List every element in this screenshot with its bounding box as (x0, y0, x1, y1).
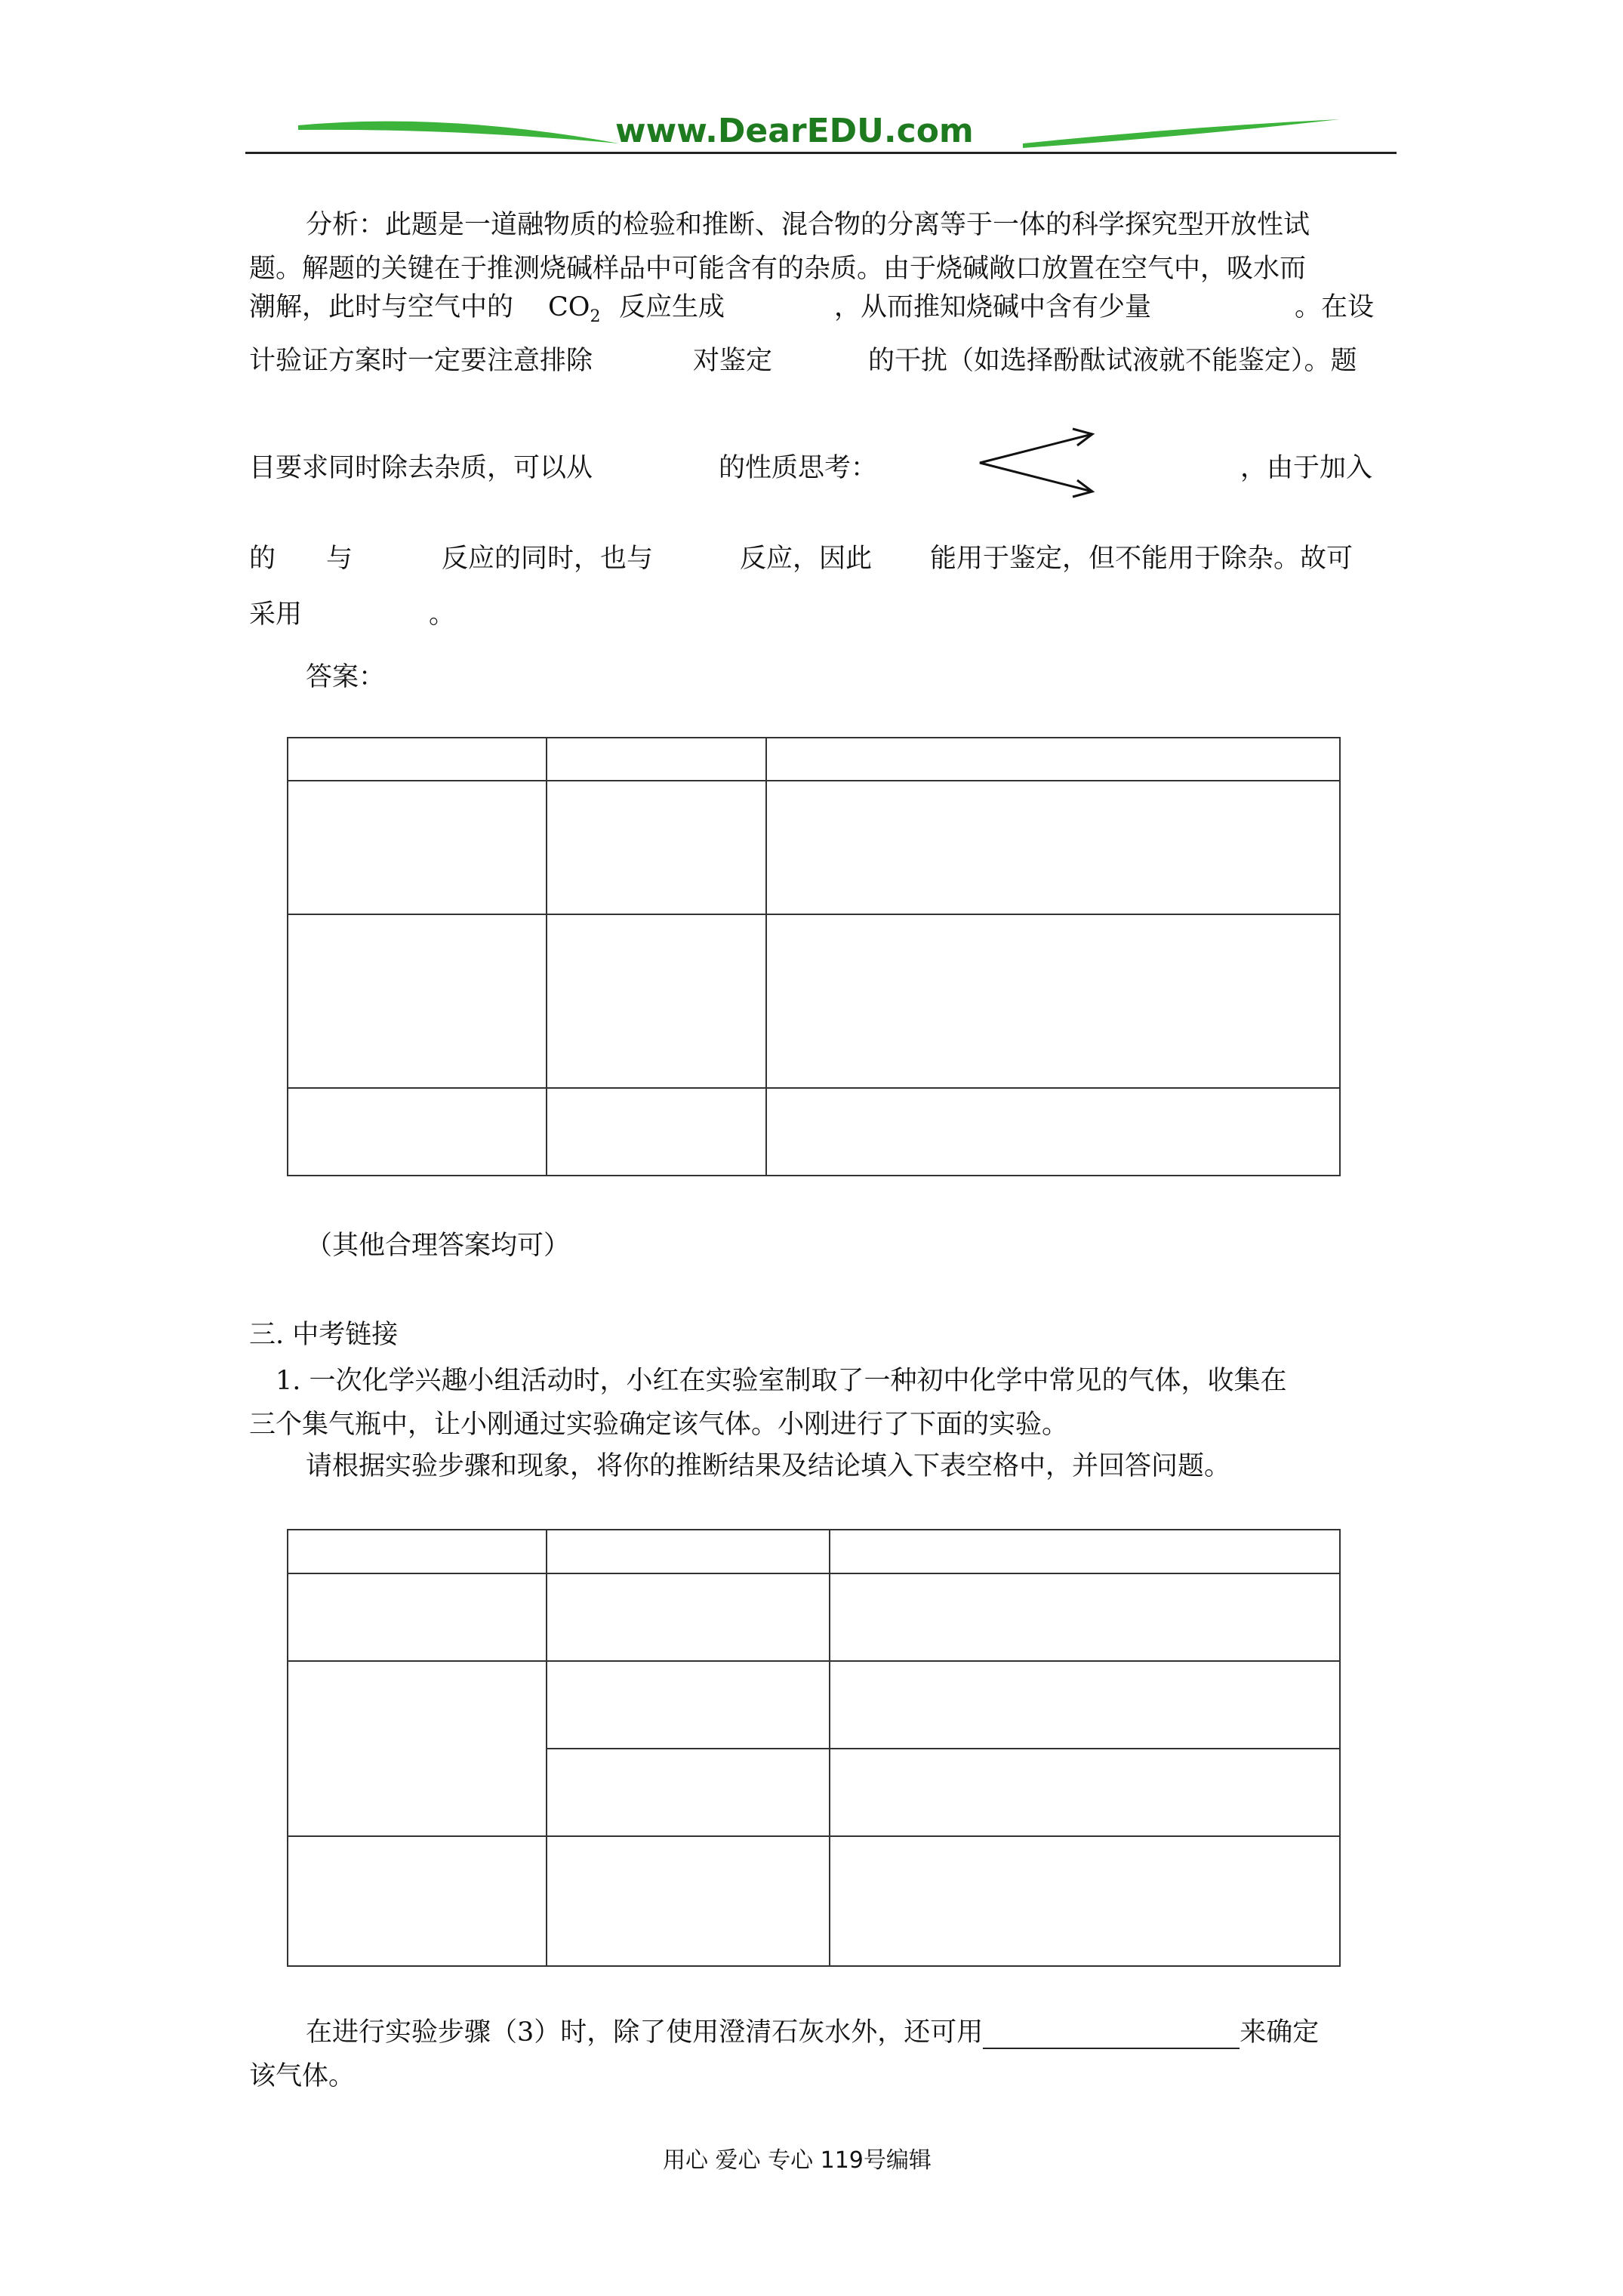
table-cell (547, 914, 766, 1088)
table-cell (830, 1530, 1340, 1573)
table-row (288, 738, 1340, 781)
analysis-line-4a: 计验证方案时一定要注意排除 (249, 346, 593, 376)
table-row (288, 1661, 1340, 1749)
question-1-line-2: 三个集气瓶中，让小刚通过实验确定该气体。小刚进行了下面的实验。 (249, 1410, 1069, 1440)
table-cell (547, 1749, 830, 1836)
table-row (288, 914, 1340, 1088)
reaction-arrows-diagram (974, 427, 1102, 499)
analysis-line-3a: 潮解，此时与空气中的 (249, 292, 514, 322)
answer-label: 答案： (306, 662, 386, 692)
answer-table (287, 737, 1341, 1176)
analysis-line-6b: 与 (326, 544, 353, 574)
table-row (288, 1530, 1340, 1573)
answer-blank (983, 2022, 1240, 2049)
table-cell (547, 1088, 766, 1176)
analysis-line-6a: 的 (249, 544, 276, 574)
table-cell (766, 781, 1340, 914)
answer-note: （其他合理答案均可） (306, 1231, 571, 1261)
analysis-line-5b: 的性质思考： (719, 453, 878, 483)
analysis-line-5a: 目要求同时除去杂质，可以从 (249, 453, 593, 483)
analysis-line-6c: 反应的同时，也与 (442, 544, 654, 574)
header-rule (245, 152, 1397, 154)
analysis-line-5c: ，由于加入 (1240, 453, 1373, 483)
analysis-line-6e: 能用于鉴定，但不能用于除杂。故可 (930, 544, 1354, 574)
analysis-line-2: 题。解题的关键在于推测烧碱样品中可能含有的杂质。由于烧碱敞口放置在空气中，吸水而 (249, 254, 1307, 284)
question-2-text-a: 在进行实验步骤（3）时，除了使用澄清石灰水外，还可用 (306, 2017, 984, 2048)
question-2-line-2: 该气体。 (249, 2061, 356, 2091)
table-cell (288, 1088, 547, 1176)
table-row (288, 1573, 1340, 1661)
co2-formula: $CO_2$ (548, 292, 601, 326)
analysis-line-4c: 的干扰（如选择酚酞试液就不能鉴定）。题 (868, 346, 1357, 376)
analysis-line-7a: 采用 (249, 599, 303, 630)
analysis-line-3c: ，从而推知烧碱中含有少量 (834, 292, 1152, 322)
table-cell (547, 1836, 830, 1966)
analysis-line-6d: 反应，因此 (740, 544, 873, 574)
analysis-line-3b: 反应生成 (619, 292, 725, 322)
table-cell (830, 1749, 1340, 1836)
logo-swoosh-right (1019, 112, 1344, 157)
table-row (288, 1836, 1340, 1966)
table-cell (547, 1661, 830, 1749)
table-cell (547, 1573, 830, 1661)
table-cell (766, 914, 1340, 1088)
header-logo (294, 112, 1344, 157)
table-cell (547, 1530, 830, 1573)
table-cell (547, 738, 766, 781)
question-table (287, 1529, 1341, 1967)
table-cell (830, 1661, 1340, 1749)
table-cell (288, 914, 547, 1088)
table-cell (766, 738, 1340, 781)
table-cell (830, 1836, 1340, 1966)
question-2-line-1 (306, 2016, 1319, 2049)
table-cell (830, 1573, 1340, 1661)
table-cell (288, 1836, 547, 1966)
analysis-line-7b: 。 (429, 599, 456, 630)
analysis-line-4b: 对鉴定 (693, 346, 773, 376)
analysis-line-1: 分析：此题是一道融物质的检验和推断、混合物的分离等于一体的科学探究型开放性试 (306, 210, 1310, 240)
analysis-line-3d: 。在设 (1295, 292, 1375, 322)
section-heading: 三. 中考链接 (249, 1320, 399, 1350)
question-1-line-3: 请根据实验步骤和现象，将你的推断结果及结论填入下表空格中，并回答问题。 (306, 1451, 1231, 1481)
table-cell (547, 781, 766, 914)
table-cell (288, 1573, 547, 1661)
question-2-text-b: 来确定 (1240, 2017, 1320, 2048)
logo-text: www.DearEDU.com (615, 112, 974, 150)
table-cell (766, 1088, 1340, 1176)
table-cell (288, 781, 547, 914)
question-1-line-1: 1. 一次化学兴趣小组活动时，小红在实验室制取了一种初中化学中常见的气体，收集在 (276, 1366, 1287, 1396)
table-row (288, 781, 1340, 914)
page-footer: 用心 爱心 专心 119号编辑 (663, 2147, 932, 2174)
table-row (288, 1088, 1340, 1176)
table-cell (288, 738, 547, 781)
logo-swoosh-left (294, 112, 627, 157)
table-cell (288, 1530, 547, 1573)
table-cell (288, 1661, 547, 1836)
